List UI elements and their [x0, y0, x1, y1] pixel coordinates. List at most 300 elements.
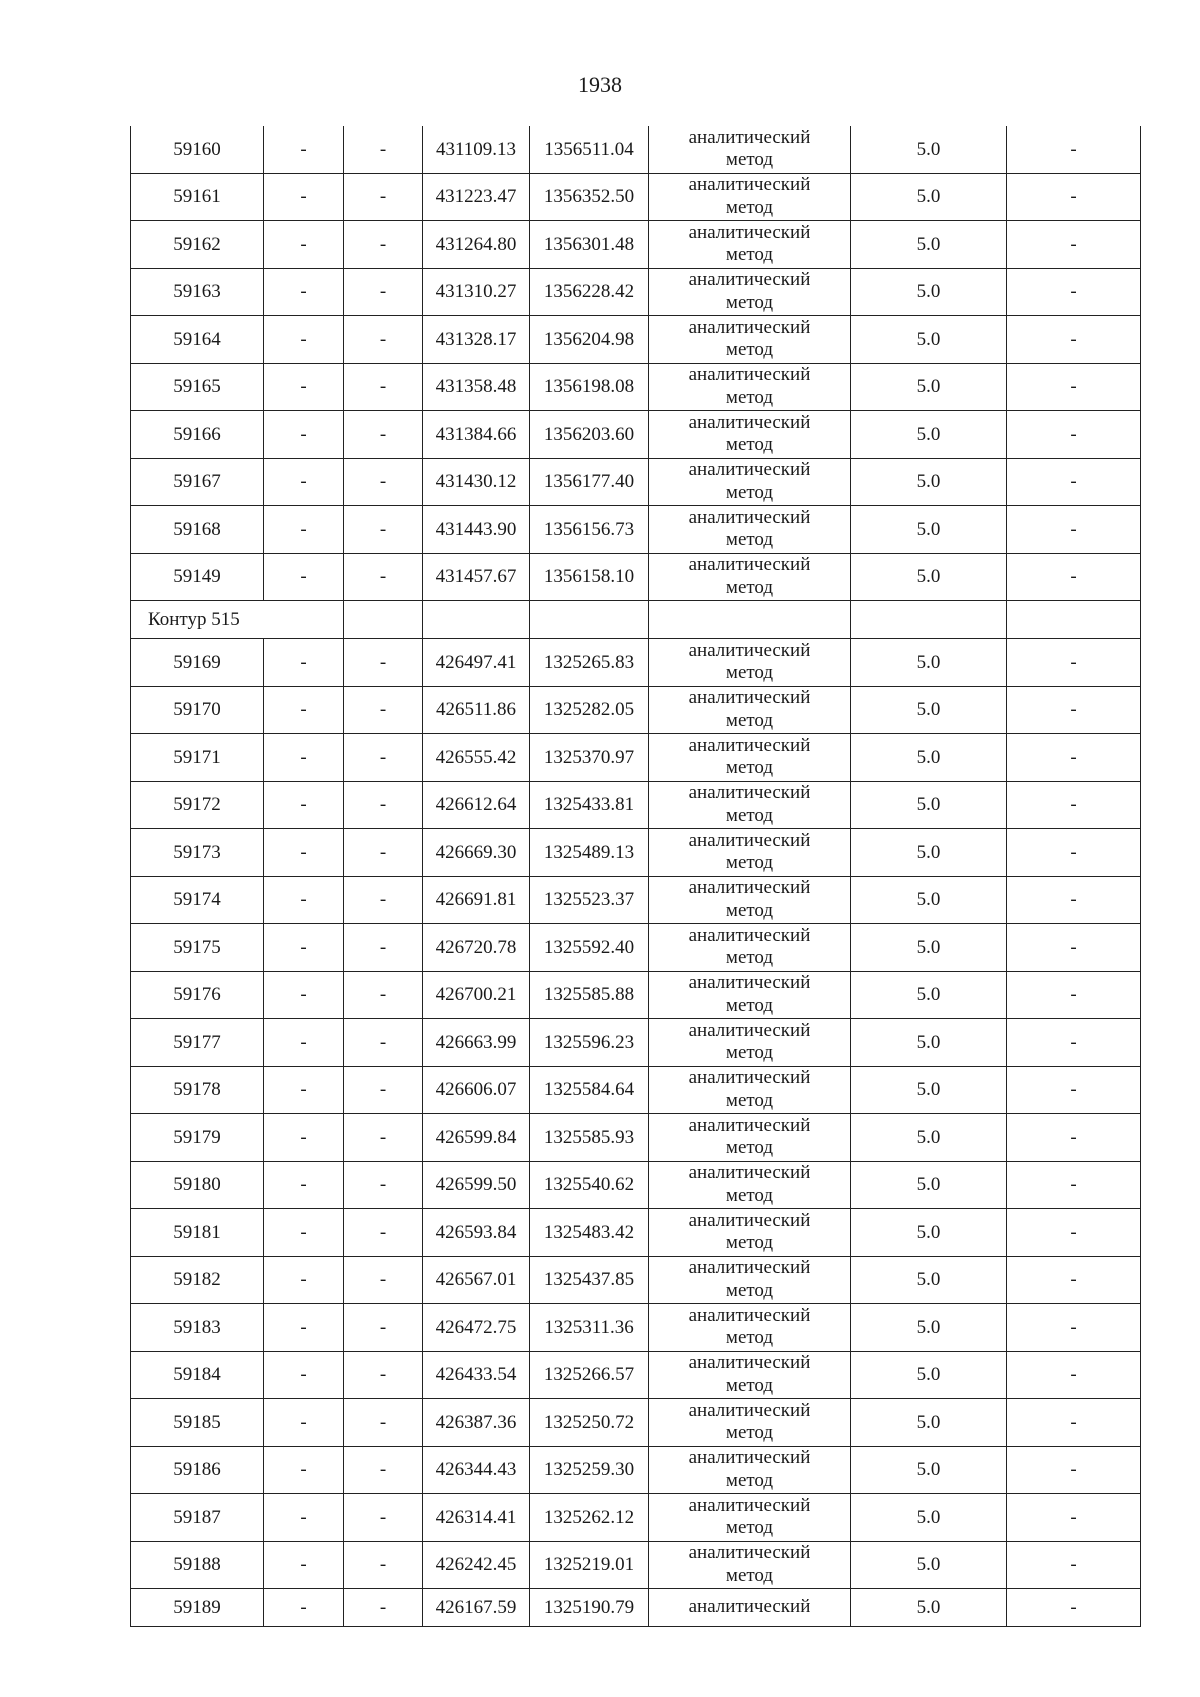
empty-cell	[649, 601, 851, 639]
x-coordinate-cell: 431109.13	[423, 126, 530, 173]
x-coordinate-cell: 426497.41	[423, 639, 530, 687]
precision-cell: 5.0	[851, 734, 1007, 782]
table-row	[131, 411, 1141, 459]
y-coordinate-cell: 1325483.42	[530, 1209, 649, 1257]
point-id-cell: 59180	[131, 1161, 264, 1209]
y-coordinate-cell: 1325489.13	[530, 829, 649, 877]
dash-cell: -	[1007, 1019, 1141, 1067]
dash-cell: -	[264, 553, 344, 601]
x-coordinate-cell: 426387.36	[423, 1399, 530, 1447]
dash-cell: -	[264, 363, 344, 411]
method-text: аналитический метод	[688, 1019, 811, 1064]
method-cell	[649, 1256, 851, 1304]
dash-cell: -	[344, 506, 423, 554]
dash-cell: -	[344, 1161, 423, 1209]
dash-cell: -	[264, 1209, 344, 1257]
x-coordinate-cell: 426593.84	[423, 1209, 530, 1257]
point-id-cell: 59176	[131, 971, 264, 1019]
y-coordinate-cell: 1325262.12	[530, 1494, 649, 1542]
dash-cell: -	[344, 876, 423, 924]
empty-cell	[344, 601, 423, 639]
y-coordinate-cell: 1356511.04	[530, 126, 649, 173]
dash-cell: -	[1007, 781, 1141, 829]
method-text: аналитический метод	[688, 1352, 811, 1396]
empty-cell	[423, 601, 530, 639]
dash-cell: -	[1007, 1494, 1141, 1542]
dash-cell: -	[344, 1209, 423, 1257]
dash-cell: -	[1007, 829, 1141, 877]
y-coordinate-cell: 1356203.60	[530, 411, 649, 459]
y-coordinate-cell: 1356158.10	[530, 553, 649, 601]
point-id-cell: 59175	[131, 924, 264, 972]
point-id-cell: 59167	[131, 458, 264, 506]
method-text: аналитический метод	[688, 1209, 811, 1254]
table-row	[131, 829, 1141, 877]
y-coordinate-cell: 1356228.42	[530, 268, 649, 316]
method-cell	[649, 781, 851, 829]
y-coordinate-cell: 1325596.23	[530, 1019, 649, 1067]
y-coordinate-cell: 1325437.85	[530, 1256, 649, 1304]
table-row	[131, 1019, 1141, 1067]
x-coordinate-cell: 431443.90	[423, 506, 530, 554]
dash-cell: -	[344, 971, 423, 1019]
dash-cell: -	[264, 506, 344, 554]
y-coordinate-cell: 1356177.40	[530, 458, 649, 506]
point-id-cell: 59149	[131, 553, 264, 601]
x-coordinate-cell: 426555.42	[423, 734, 530, 782]
x-coordinate-cell: 431310.27	[423, 268, 530, 316]
table-body	[131, 126, 1141, 1627]
method-text: аналитический метод	[688, 1399, 811, 1444]
dash-cell: -	[1007, 1114, 1141, 1162]
precision-cell: 5.0	[851, 1114, 1007, 1162]
y-coordinate-cell: 1356198.08	[530, 363, 649, 411]
method-text: аналитический метод	[688, 316, 811, 361]
table-row	[131, 506, 1141, 554]
y-coordinate-cell: 1325259.30	[530, 1446, 649, 1494]
y-coordinate-cell: 1325523.37	[530, 876, 649, 924]
precision-cell: 5.0	[851, 1446, 1007, 1494]
dash-cell: -	[1007, 1589, 1141, 1627]
method-cell	[649, 639, 851, 687]
dash-cell: -	[264, 173, 344, 221]
method-text: аналитический метод	[688, 1162, 811, 1206]
dash-cell: -	[1007, 458, 1141, 506]
dash-cell: -	[344, 1494, 423, 1542]
y-coordinate-cell: 1325584.64	[530, 1066, 649, 1114]
point-id-cell: 59171	[131, 734, 264, 782]
dash-cell: -	[264, 734, 344, 782]
method-cell	[649, 363, 851, 411]
method-cell	[649, 173, 851, 221]
method-text: аналитический метод	[688, 269, 811, 313]
dash-cell: -	[264, 686, 344, 734]
precision-cell: 5.0	[851, 268, 1007, 316]
point-id-cell: 59181	[131, 1209, 264, 1257]
point-id-cell: 59165	[131, 363, 264, 411]
dash-cell: -	[344, 316, 423, 364]
dash-cell: -	[1007, 639, 1141, 687]
dash-cell: -	[344, 411, 423, 459]
method-cell	[649, 553, 851, 601]
dash-cell: -	[264, 1541, 344, 1589]
dash-cell: -	[344, 268, 423, 316]
dash-cell: -	[344, 829, 423, 877]
dash-cell: -	[264, 1019, 344, 1067]
y-coordinate-cell: 1325265.83	[530, 639, 649, 687]
method-cell	[649, 734, 851, 782]
dash-cell: -	[344, 1019, 423, 1067]
table-row	[131, 1351, 1141, 1399]
method-cell	[649, 1114, 851, 1162]
precision-cell: 5.0	[851, 686, 1007, 734]
dash-cell: -	[344, 126, 423, 173]
table-row	[131, 458, 1141, 506]
precision-cell: 5.0	[851, 971, 1007, 1019]
table-row	[131, 734, 1141, 782]
dash-cell: -	[264, 1161, 344, 1209]
x-coordinate-cell: 426433.54	[423, 1351, 530, 1399]
point-id-cell: 59174	[131, 876, 264, 924]
x-coordinate-cell: 426691.81	[423, 876, 530, 924]
table-row	[131, 971, 1141, 1019]
dash-cell: -	[344, 363, 423, 411]
dash-cell: -	[344, 1541, 423, 1589]
method-text: аналитический метод	[688, 639, 811, 684]
precision-cell: 5.0	[851, 1494, 1007, 1542]
dash-cell: -	[1007, 686, 1141, 734]
x-coordinate-cell: 426567.01	[423, 1256, 530, 1304]
table-row	[131, 363, 1141, 411]
method-text: аналитический метод	[688, 734, 811, 779]
x-coordinate-cell: 431264.80	[423, 221, 530, 269]
table-row	[131, 173, 1141, 221]
method-cell	[649, 221, 851, 269]
table-row	[131, 1446, 1141, 1494]
precision-cell: 5.0	[851, 1589, 1007, 1627]
dash-cell: -	[1007, 1399, 1141, 1447]
precision-cell: 5.0	[851, 363, 1007, 411]
y-coordinate-cell: 1325282.05	[530, 686, 649, 734]
method-cell	[649, 1161, 851, 1209]
point-id-cell: 59166	[131, 411, 264, 459]
method-cell	[649, 1446, 851, 1494]
x-coordinate-cell: 426472.75	[423, 1304, 530, 1352]
precision-cell: 5.0	[851, 1019, 1007, 1067]
method-cell	[649, 1351, 851, 1399]
dash-cell: -	[1007, 1066, 1141, 1114]
dash-cell: -	[264, 1066, 344, 1114]
precision-cell: 5.0	[851, 781, 1007, 829]
dash-cell: -	[344, 1589, 423, 1627]
precision-cell: 5.0	[851, 221, 1007, 269]
table-row	[131, 553, 1141, 601]
precision-cell: 5.0	[851, 506, 1007, 554]
point-id-cell: 59163	[131, 268, 264, 316]
precision-cell: 5.0	[851, 1304, 1007, 1352]
x-coordinate-cell: 431328.17	[423, 316, 530, 364]
empty-cell	[1007, 601, 1141, 639]
point-id-cell: 59170	[131, 686, 264, 734]
dash-cell: -	[1007, 1304, 1141, 1352]
y-coordinate-cell: 1356352.50	[530, 173, 649, 221]
y-coordinate-cell: 1356301.48	[530, 221, 649, 269]
dash-cell: -	[264, 1589, 344, 1627]
contour-label: Контур 515	[131, 601, 344, 639]
dash-cell: -	[264, 971, 344, 1019]
table-row	[131, 639, 1141, 687]
dash-cell: -	[264, 924, 344, 972]
table-row	[131, 268, 1141, 316]
y-coordinate-cell: 1325540.62	[530, 1161, 649, 1209]
x-coordinate-cell: 426344.43	[423, 1446, 530, 1494]
method-text: аналитический метод	[688, 924, 811, 969]
method-cell	[649, 1066, 851, 1114]
dash-cell: -	[264, 316, 344, 364]
precision-cell: 5.0	[851, 829, 1007, 877]
point-id-cell: 59178	[131, 1066, 264, 1114]
point-id-cell: 59184	[131, 1351, 264, 1399]
method-cell	[649, 924, 851, 972]
precision-cell: 5.0	[851, 1256, 1007, 1304]
method-text: аналитический метод	[688, 554, 811, 598]
dash-cell: -	[344, 173, 423, 221]
precision-cell: 5.0	[851, 1399, 1007, 1447]
dash-cell: -	[264, 1446, 344, 1494]
dash-cell: -	[264, 411, 344, 459]
method-cell	[649, 316, 851, 364]
point-id-cell: 59185	[131, 1399, 264, 1447]
dash-cell: -	[1007, 1161, 1141, 1209]
dash-cell: -	[264, 268, 344, 316]
y-coordinate-cell: 1325592.40	[530, 924, 649, 972]
empty-cell	[530, 601, 649, 639]
dash-cell: -	[344, 1114, 423, 1162]
method-cell	[649, 1399, 851, 1447]
x-coordinate-cell: 426599.50	[423, 1161, 530, 1209]
method-cell	[649, 458, 851, 506]
precision-cell: 5.0	[851, 1161, 1007, 1209]
dash-cell: -	[1007, 1446, 1141, 1494]
table-row	[131, 1114, 1141, 1162]
x-coordinate-cell: 426669.30	[423, 829, 530, 877]
method-cell	[649, 126, 851, 173]
dash-cell: -	[1007, 126, 1141, 173]
table-row	[131, 316, 1141, 364]
y-coordinate-cell: 1325585.88	[530, 971, 649, 1019]
table-row	[131, 876, 1141, 924]
dash-cell: -	[1007, 876, 1141, 924]
y-coordinate-cell: 1356156.73	[530, 506, 649, 554]
dash-cell: -	[264, 1256, 344, 1304]
method-text: аналитический метод	[688, 411, 811, 456]
method-text: аналитический метод	[688, 877, 811, 921]
table-row	[131, 1161, 1141, 1209]
method-text: аналитический метод	[688, 506, 811, 551]
y-coordinate-cell: 1325266.57	[530, 1351, 649, 1399]
dash-cell: -	[264, 1399, 344, 1447]
method-text: аналитический метод	[688, 1494, 811, 1539]
x-coordinate-cell: 426663.99	[423, 1019, 530, 1067]
y-coordinate-cell: 1325370.97	[530, 734, 649, 782]
method-cell	[649, 1494, 851, 1542]
contour-header-row	[131, 601, 1141, 639]
dash-cell: -	[1007, 1351, 1141, 1399]
table-row	[131, 1494, 1141, 1542]
y-coordinate-cell: 1356204.98	[530, 316, 649, 364]
point-id-cell: 59177	[131, 1019, 264, 1067]
dash-cell: -	[264, 1114, 344, 1162]
method-cell	[649, 876, 851, 924]
method-cell	[649, 829, 851, 877]
table-row	[131, 1256, 1141, 1304]
dash-cell: -	[344, 639, 423, 687]
method-cell	[649, 1304, 851, 1352]
point-id-cell: 59182	[131, 1256, 264, 1304]
point-id-cell: 59186	[131, 1446, 264, 1494]
dash-cell: -	[264, 639, 344, 687]
table-row	[131, 1399, 1141, 1447]
method-text: аналитический метод	[688, 1114, 811, 1159]
x-coordinate-cell: 431457.67	[423, 553, 530, 601]
method-cell	[649, 411, 851, 459]
point-id-cell: 59164	[131, 316, 264, 364]
precision-cell: 5.0	[851, 924, 1007, 972]
x-coordinate-cell: 431430.12	[423, 458, 530, 506]
dash-cell: -	[264, 1494, 344, 1542]
dash-cell: -	[1007, 363, 1141, 411]
x-coordinate-cell: 426511.86	[423, 686, 530, 734]
precision-cell: 5.0	[851, 1066, 1007, 1114]
precision-cell: 5.0	[851, 553, 1007, 601]
table-row	[131, 1589, 1141, 1627]
dash-cell: -	[264, 126, 344, 173]
method-cell	[649, 1209, 851, 1257]
method-text: аналитический метод	[688, 1447, 811, 1491]
method-cell	[649, 1541, 851, 1589]
table-row	[131, 1541, 1141, 1589]
precision-cell: 5.0	[851, 639, 1007, 687]
method-text: аналитический метод	[688, 1067, 811, 1111]
y-coordinate-cell: 1325311.36	[530, 1304, 649, 1352]
dash-cell: -	[264, 1351, 344, 1399]
x-coordinate-cell: 426612.64	[423, 781, 530, 829]
dash-cell: -	[264, 876, 344, 924]
dash-cell: -	[344, 221, 423, 269]
dash-cell: -	[344, 1304, 423, 1352]
point-id-cell: 59179	[131, 1114, 264, 1162]
method-cell	[649, 506, 851, 554]
dash-cell: -	[344, 1256, 423, 1304]
table-row	[131, 686, 1141, 734]
dash-cell: -	[1007, 924, 1141, 972]
point-id-cell: 59173	[131, 829, 264, 877]
x-coordinate-cell: 426599.84	[423, 1114, 530, 1162]
dash-cell: -	[344, 553, 423, 601]
method-text: аналитический метод	[688, 459, 811, 503]
precision-cell: 5.0	[851, 173, 1007, 221]
x-coordinate-cell: 426167.59	[423, 1589, 530, 1627]
precision-cell: 5.0	[851, 458, 1007, 506]
method-text: аналитический метод	[688, 829, 811, 874]
method-cell	[649, 1019, 851, 1067]
dash-cell: -	[1007, 553, 1141, 601]
y-coordinate-cell: 1325433.81	[530, 781, 649, 829]
table-row	[131, 924, 1141, 972]
x-coordinate-cell: 431358.48	[423, 363, 530, 411]
point-id-cell: 59160	[131, 126, 264, 173]
x-coordinate-cell: 431384.66	[423, 411, 530, 459]
table-row	[131, 1304, 1141, 1352]
dash-cell: -	[1007, 1256, 1141, 1304]
dash-cell: -	[344, 1351, 423, 1399]
dash-cell: -	[1007, 1209, 1141, 1257]
dash-cell: -	[1007, 268, 1141, 316]
dash-cell: -	[264, 458, 344, 506]
method-text: аналитический метод	[688, 1304, 811, 1349]
y-coordinate-cell: 1325585.93	[530, 1114, 649, 1162]
dash-cell: -	[264, 829, 344, 877]
dash-cell: -	[344, 458, 423, 506]
point-id-cell: 59189	[131, 1589, 264, 1627]
page-number: 1938	[578, 72, 622, 97]
dash-cell: -	[1007, 506, 1141, 554]
point-id-cell: 59161	[131, 173, 264, 221]
dash-cell: -	[344, 734, 423, 782]
table-row	[131, 221, 1141, 269]
coordinates-table	[130, 126, 1141, 1627]
point-id-cell: 59187	[131, 1494, 264, 1542]
dash-cell: -	[344, 686, 423, 734]
dash-cell: -	[264, 781, 344, 829]
table-row	[131, 1209, 1141, 1257]
dash-cell: -	[1007, 971, 1141, 1019]
method-cell	[649, 268, 851, 316]
method-cell	[649, 686, 851, 734]
dash-cell: -	[1007, 173, 1141, 221]
method-cell	[649, 971, 851, 1019]
table-row	[131, 1066, 1141, 1114]
y-coordinate-cell: 1325250.72	[530, 1399, 649, 1447]
dash-cell: -	[1007, 734, 1141, 782]
dash-cell: -	[1007, 221, 1141, 269]
table-row	[131, 781, 1141, 829]
precision-cell: 5.0	[851, 126, 1007, 173]
precision-cell: 5.0	[851, 316, 1007, 364]
x-coordinate-cell: 426720.78	[423, 924, 530, 972]
empty-cell	[851, 601, 1007, 639]
method-text: аналитический метод	[688, 1542, 811, 1586]
method-text: аналитический метод	[688, 972, 811, 1016]
precision-cell: 5.0	[851, 1541, 1007, 1589]
x-coordinate-cell: 431223.47	[423, 173, 530, 221]
x-coordinate-cell: 426606.07	[423, 1066, 530, 1114]
method-text: аналитический	[688, 1596, 811, 1618]
dash-cell: -	[344, 1399, 423, 1447]
precision-cell: 5.0	[851, 1209, 1007, 1257]
method-text: аналитический метод	[688, 221, 811, 266]
precision-cell: 5.0	[851, 876, 1007, 924]
precision-cell: 5.0	[851, 1351, 1007, 1399]
point-id-cell: 59162	[131, 221, 264, 269]
point-id-cell: 59188	[131, 1541, 264, 1589]
method-text: аналитический метод	[688, 126, 811, 171]
point-id-cell: 59169	[131, 639, 264, 687]
method-text: аналитический метод	[688, 782, 811, 826]
point-id-cell: 59172	[131, 781, 264, 829]
precision-cell: 5.0	[851, 411, 1007, 459]
method-cell	[649, 1589, 851, 1627]
